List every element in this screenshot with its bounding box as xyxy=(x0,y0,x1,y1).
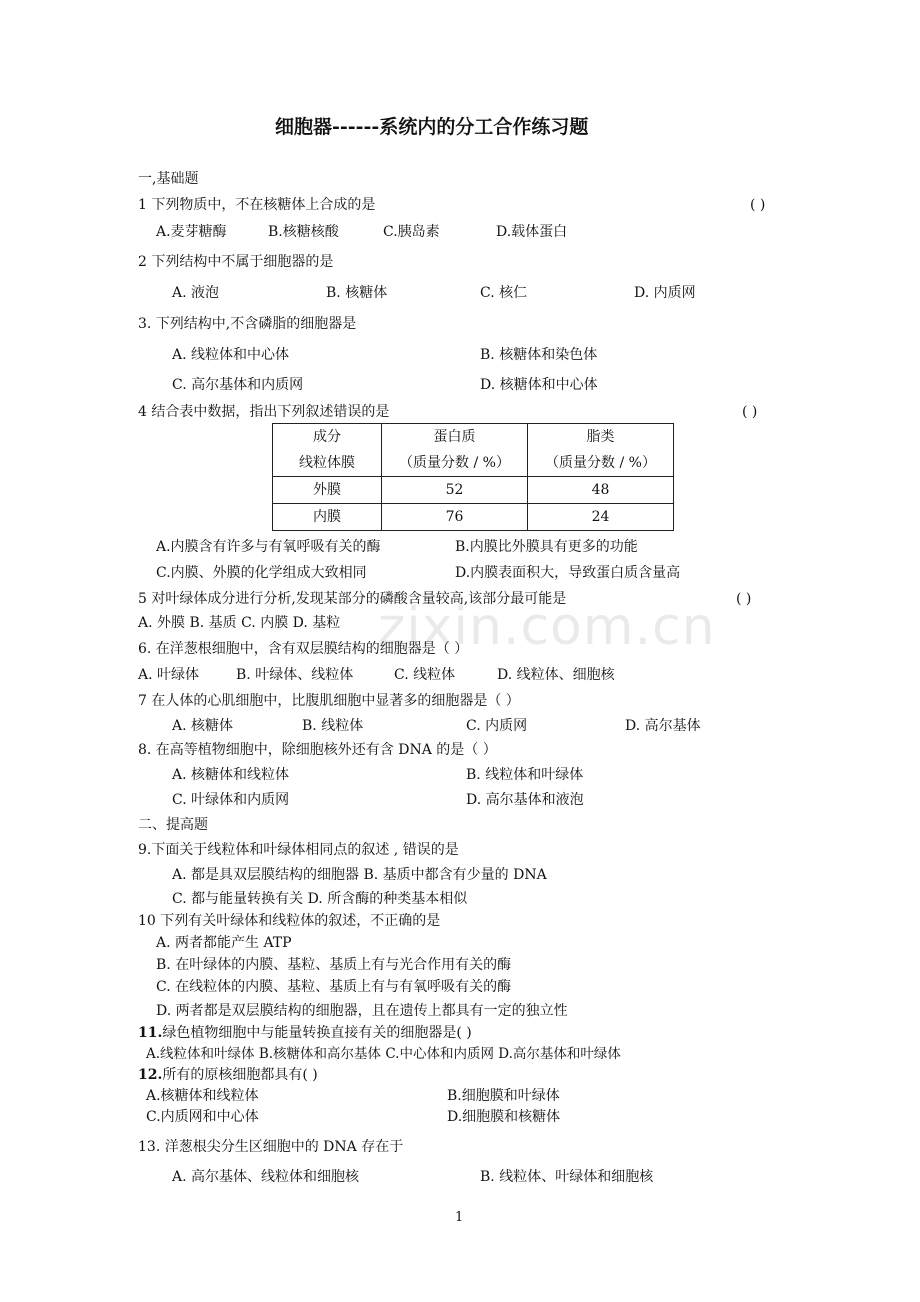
q8-stem: 8. 在高等植物细胞中，除细胞核外还有含 DNA 的是（ ） xyxy=(138,742,497,758)
table-header-protein-name: 蛋白质 xyxy=(433,429,476,445)
q1-option-b: B.核糖核酸 xyxy=(268,224,339,240)
q10-option-a: A. 两者都能产生 ATP xyxy=(156,935,292,951)
table-cell-lipid: 24 xyxy=(528,504,674,531)
q8-option-b: B. 线粒体和叶绿体 xyxy=(466,767,584,783)
table-header-protein-unit: （质量分数 / %） xyxy=(399,455,510,471)
table-row xyxy=(273,504,674,531)
q8-option-a: A. 核糖体和线粒体 xyxy=(172,767,290,783)
q12-question xyxy=(138,1066,318,1084)
q6-stem: 6. 在洋葱根细胞中，含有双层膜结构的细胞器是（ ） xyxy=(138,641,469,657)
q10-option-c: C. 在线粒体的内膜、基粒、基质上有与有氧呼吸有关的酶 xyxy=(156,979,512,995)
q1-option-c: C.胰岛素 xyxy=(383,224,440,240)
q4-option-a: A.内膜含有许多与有氧呼吸有关的酶 xyxy=(156,539,381,555)
q11-number: 11. xyxy=(138,1025,163,1041)
q4-option-c: C.内膜、外膜的化学组成大致相同 xyxy=(156,565,367,581)
table-row xyxy=(273,477,674,504)
table-row-label: 内膜 xyxy=(273,504,382,531)
table-header-lipid-unit: （质量分数 / %） xyxy=(545,455,656,471)
q10-stem: 10 下列有关叶绿体和线粒体的叙述，不正确的是 xyxy=(138,913,441,929)
q5-options: A. 外膜 B. 基质 C. 内膜 D. 基粒 xyxy=(138,615,341,631)
q6-option-c: C. 线粒体 xyxy=(394,667,456,683)
table-header-lipid-name: 脂类 xyxy=(586,429,615,445)
q4-answer-bracket: ( ) xyxy=(742,404,758,420)
q13-stem: 13. 洋葱根尖分生区细胞中的 DNA 存在于 xyxy=(138,1139,404,1155)
q3-option-b: B. 核糖体和染色体 xyxy=(480,347,598,363)
q11-options: A.线粒体和叶绿体 B.核糖体和高尔基体 C.中心体和内质网 D.高尔基体和叶绿体 xyxy=(146,1046,621,1062)
q2-stem: 2 下列结构中不属于细胞器的是 xyxy=(138,254,334,270)
q6-option-d: D. 线粒体、细胞核 xyxy=(497,667,615,683)
q7-option-c: C. 内质网 xyxy=(466,718,528,734)
q5-answer-bracket: ( ) xyxy=(736,591,752,607)
page-number: 1 xyxy=(455,1210,464,1225)
q10-option-b: B. 在叶绿体的内膜、基粒、基质上有与光合作用有关的酶 xyxy=(156,957,512,973)
q3-option-d: D. 核糖体和中心体 xyxy=(480,377,598,393)
page-title: 细胞器------系统内的分工合作练习题 xyxy=(275,116,589,138)
q3-stem: 3. 下列结构中,不含磷脂的细胞器是 xyxy=(138,316,357,332)
q12-option-b: B.细胞膜和叶绿体 xyxy=(447,1088,560,1104)
q12-stem: 所有的原核细胞都具有( ) xyxy=(162,1067,318,1083)
q12-option-d: D.细胞膜和核糖体 xyxy=(447,1109,561,1125)
q4-option-d: D.内膜表面积大，导致蛋白质含量高 xyxy=(455,565,681,581)
q8-option-d: D. 高尔基体和液泡 xyxy=(466,792,584,808)
q11-stem: 绿色植物细胞中与能量转换直接有关的细胞器是( ) xyxy=(162,1025,472,1041)
q13-option-b: B. 线粒体、叶绿体和细胞核 xyxy=(480,1169,654,1185)
q1-option-a: A.麦芽糖酶 xyxy=(156,224,227,240)
q12-option-a: A.核糖体和线粒体 xyxy=(146,1088,259,1104)
watermark: zixin.com.cn xyxy=(378,597,716,657)
q1-option-d: D.载体蛋白 xyxy=(496,224,568,240)
q12-number: 12. xyxy=(138,1067,163,1083)
q5-stem: 5 对叶绿体成分进行分析,发现某部分的磷酸含量较高,该部分最可能是 xyxy=(138,591,567,607)
table-cell-protein: 52 xyxy=(382,477,528,504)
q8-option-c: C. 叶绿体和内质网 xyxy=(172,792,290,808)
q7-option-a: A. 核糖体 xyxy=(172,718,234,734)
q2-option-b: B. 核糖体 xyxy=(326,285,388,301)
q6-option-a: A. 叶绿体 xyxy=(138,667,200,683)
table-corner-cell xyxy=(273,424,382,477)
q11-question xyxy=(138,1024,472,1042)
q10-option-d: D. 两者都是双层膜结构的细胞器，且在遗传上都具有一定的独立性 xyxy=(156,1003,568,1019)
q9-stem: 9.下面关于线粒体和叶绿体相同点的叙述 , 错误的是 xyxy=(138,842,459,858)
table-header-protein xyxy=(382,424,528,477)
q6-option-b: B. 叶绿体、线粒体 xyxy=(236,667,354,683)
section-basic: 一,基础题 xyxy=(138,171,199,187)
table-cell-lipid: 48 xyxy=(528,477,674,504)
q13-option-a: A. 高尔基体、线粒体和细胞核 xyxy=(172,1169,360,1185)
q7-stem: 7 在人体的心肌细胞中，比腹肌细胞中显著多的细胞器是（ ） xyxy=(138,693,520,709)
q9-options-line2: C. 都与能量转换有关 D. 所含酶的种类基本相似 xyxy=(172,891,468,907)
q3-option-a: A. 线粒体和中心体 xyxy=(172,347,290,363)
table-header-lipid xyxy=(528,424,674,477)
q12-option-c: C.内质网和中心体 xyxy=(146,1109,259,1125)
membrane-composition-table xyxy=(272,423,674,531)
section-advanced: 二、提高题 xyxy=(138,817,208,833)
q1-stem: 1 下列物质中，不在核糖体上合成的是 xyxy=(138,197,376,213)
q3-option-c: C. 高尔基体和内质网 xyxy=(172,377,304,393)
q7-option-d: D. 高尔基体 xyxy=(625,718,701,734)
q9-options-line1: A. 都是具双层膜结构的细胞器 B. 基质中都含有少量的 DNA xyxy=(172,867,547,883)
table-row-label: 外膜 xyxy=(273,477,382,504)
q4-option-b: B.内膜比外膜具有更多的功能 xyxy=(455,539,638,555)
table-corner-bottom: 线粒体膜 xyxy=(299,455,355,471)
q2-option-a: A. 液泡 xyxy=(172,285,220,301)
q4-stem: 4 结合表中数据，指出下列叙述错误的是 xyxy=(138,404,390,420)
q2-option-c: C. 核仁 xyxy=(480,285,528,301)
table-cell-protein: 76 xyxy=(382,504,528,531)
q1-answer-bracket: ( ) xyxy=(750,197,766,213)
q2-option-d: D. 内质网 xyxy=(634,285,696,301)
q7-option-b: B. 线粒体 xyxy=(302,718,364,734)
table-corner-top: 成分 xyxy=(313,429,341,445)
